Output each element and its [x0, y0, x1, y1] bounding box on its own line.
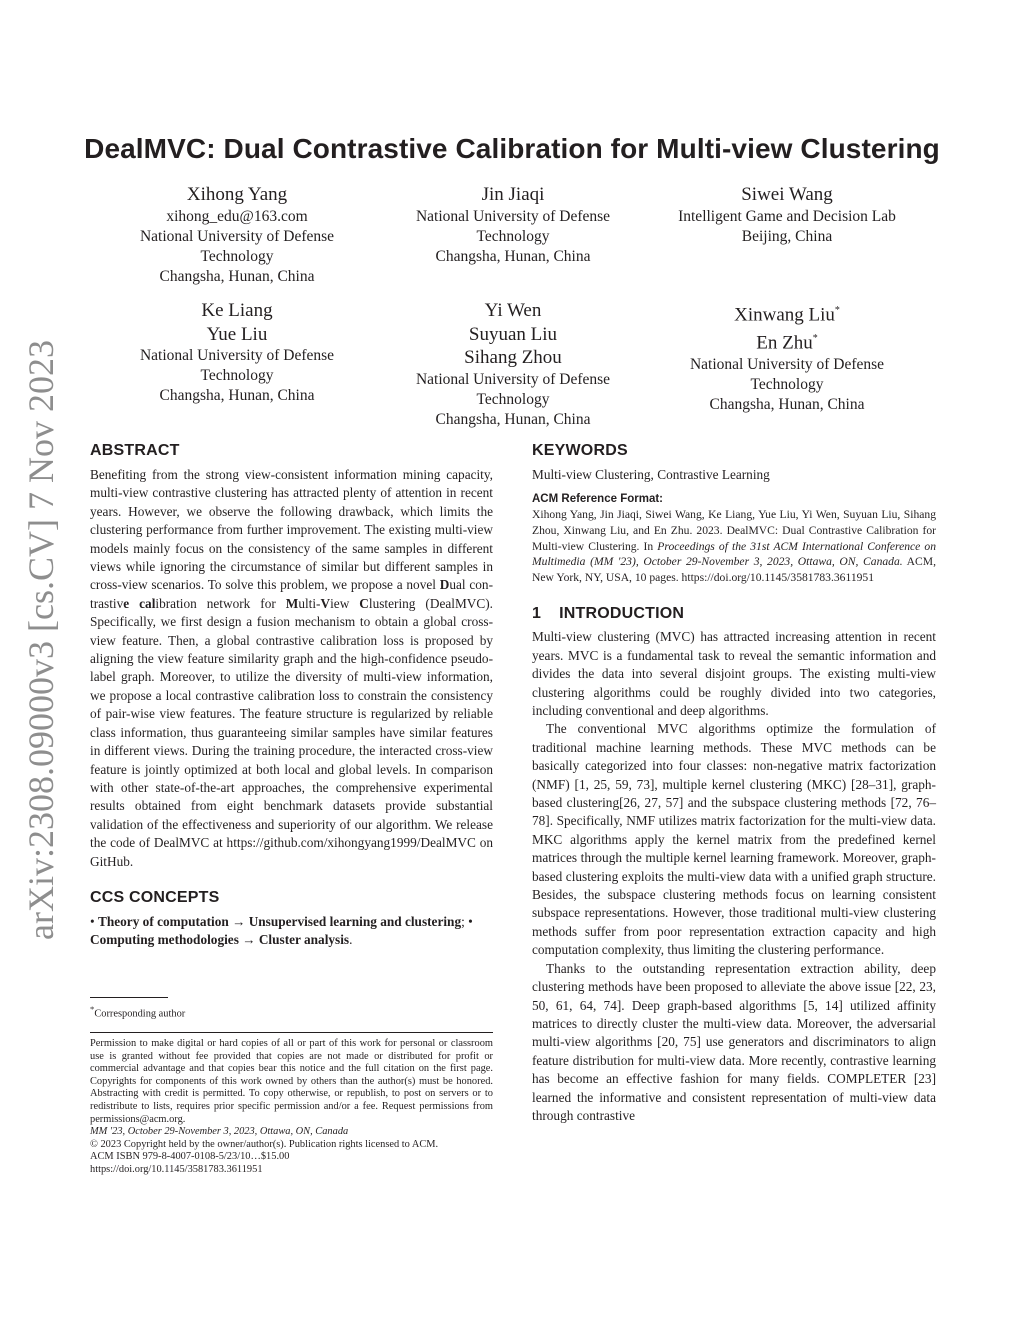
author-block [642, 183, 932, 247]
introduction-heading: 1 INTRODUCTION [532, 605, 685, 623]
right-column [532, 442, 936, 1125]
doi-line: https://doi.org/10.1145/3581783.3611951 [90, 1163, 263, 1175]
author-name: Suyuan Liu [468, 323, 558, 345]
author-affiliation: National University of Defense [415, 207, 611, 225]
author-name: Ke Liang [201, 300, 273, 321]
footnote-area [90, 997, 493, 1021]
author-affiliation: National University of Defense [415, 370, 611, 388]
abstract-text: Benefiting from the strong view-consistent information mining capacity, multi-view contrastive clustering has attracted plenty of attention in recent years. However, we observe the following drawback, which limits the clustering performance from further improvement. The existing multi-view models mainly focus on the consistency of the same samples in different views while ignoring the circumstance of similar but different samples in cross-view scenarios. To solve this problem, we propose a novel Dual con-trastive calibration network for Multi-View Clustering (DealMVC). Specifically, we first design a fusion mechanism to obtain a global cross-view feature. Then, a global contrastive calibration loss is proposed by aligning the view feature similarity graph and the high-confidence pseudo-label graph. Moreover, to utilize the diversity of multi-view information, we propose a local contrastive calibration loss to constrain the consistency of pair-wise view features. The feature structure is regularized by reliable class information, thus guaranteeing similar samples have similar features in different views. During the training procedure, the interacted cross-view feature is jointly optimized at both local and global levels. In comparison with other state-of-the-art approaches, the comprehensive experimental results obtained from eight benchmark datasets provide substantial validation of the effectiveness and superiority of our algorithm. We release the code of DealMVC at https://github.com/xihongyang1999/DealMVC on GitHub. [90, 467, 493, 869]
author-location: Changsha, Hunan, China [159, 267, 315, 285]
author-affiliation: Technology [476, 227, 550, 245]
acm-reference-heading: ACM Reference Format: [532, 493, 663, 506]
author-location: Changsha, Hunan, China [435, 410, 591, 428]
author-affiliation: National University of Defense [689, 355, 885, 373]
permission-rule [90, 1032, 493, 1033]
conference-line: MM '23, October 29-November 3, 2023, Ottawa, ON, Canada [90, 1126, 349, 1138]
left-column [90, 442, 493, 950]
ccs-heading: CCS CONCEPTS [90, 888, 220, 906]
intro-paragraph: Multi-view clustering (MVC) has attracted increasing attention in recent years. MVC is a fundamental task to reveal the semantic information and divides the data into several disjoint groups. The existing multi-view clustering algorithms could be roughly divided into two categories, including conventional and deep algorithms. [532, 629, 936, 718]
author-name: Jin Jiaqi [481, 184, 545, 205]
ccs-concepts: • Theory of computation → Unsupervised learning and clustering; • Computing methodologies → Cluster analysis. [90, 913, 473, 948]
author-location: Changsha, Hunan, China [709, 395, 865, 413]
footnote-rule [90, 997, 168, 998]
keywords-heading: KEYWORDS [532, 442, 628, 459]
author-name: Siwei Wang [741, 184, 833, 205]
author-name: En Zhu* [756, 332, 818, 354]
author-affiliation: Technology [750, 375, 824, 393]
abstract-heading: ABSTRACT [90, 442, 180, 459]
author-block [92, 183, 382, 287]
author-location: Changsha, Hunan, China [435, 247, 591, 265]
author-affiliation: Intelligent Game and Decision Lab [678, 207, 896, 225]
acm-reference-text: Xihong Yang, Jin Jiaqi, Siwei Wang, Ke Liang, Yue Liu, Yi Wen, Suyuan Liu, Sihang Zhou, Xinwang Liu, and En Zhu. 2023. DealMVC: Dual Contrastive Calibration for Multi-view Clustering. In Proceedings of the 31st ACM International Conference on Multimedia (MM '23), October 29-November 3, 2023, Ottawa, ON, Canada. ACM, New York, NY, USA, 10 pages. https://doi.org/10.1145/3581783.3611951 [532, 508, 936, 584]
arxiv-stamp: arXiv:2308.09000v3 [cs.CV] 7 Nov 2023 [21, 340, 61, 940]
author-block [368, 299, 658, 430]
permission-text: Permission to make digital or hard copies of all or part of this work for personal or classroom use is granted without fee provided that copies are not made or distributed for profit or commercial advantage and that copies bear this notice and the full citation on the first page. Copyrights for components of this work owned by others than the author(s) must be honored. Abstracting with credit is permitted. To copy otherwise, or republish, to post on servers or to redistribute to lists, requires prior specific permission and/or a fee. Request permissions from permissions@acm.org. [90, 1038, 493, 1125]
isbn-line: ACM ISBN 979-8-4007-0108-5/23/10…$15.00 [90, 1151, 290, 1163]
copyright-line: © 2023 Copyright held by the owner/author(s). Publication rights licensed to ACM. [90, 1138, 439, 1150]
author-name: Yue Liu [206, 323, 268, 345]
author-block [368, 183, 658, 267]
author-name: Xinwang Liu* [734, 304, 840, 326]
author-affiliation: Technology [200, 247, 274, 265]
author-affiliation: National University of Defense [139, 347, 335, 364]
author-name: Sihang Zhou [464, 347, 562, 368]
intro-paragraph: Thanks to the outstanding representation extraction ability, deep clustering methods have been proposed to alleviate the above issue [22, 23, 50, 61, 64, 74]. Deep graph-based algorithms [5, 14] utilized affinity matrices to directly cluster the multi-view data. Moreover, the adversarial multi-view algorithms [20, 75] use generators and discriminators to align feature distribution for multi-view data. More recently, contrastive learning has become an effective fashion for many fields. COMPLETER [23] learned the informative and consistent representation of multi-view data through contrastive [532, 960, 936, 1123]
author-name: Yi Wen [484, 300, 542, 321]
author-location: Beijing, China [741, 227, 833, 245]
author-email: xihong_edu@163.com [166, 207, 308, 225]
keywords-text: Multi-view Clustering, Contrastive Learning [532, 467, 770, 482]
author-name: Xihong Yang [186, 184, 288, 205]
footnote: *Corresponding author [90, 1004, 186, 1020]
intro-paragraph: The conventional MVC algorithms optimize the formulation of traditional machine learning methods. These MVC methods can be basically categorized into four classes: non-negative matrix factorization (NMF) [1, 25, 59, 73], multiple kernel clustering (MKC) [28–31], graph-based clustering[26, 27, 57] and the subspace clustering methods [72, 76–78]. Specifically, NMF utilizes matrix factorization for the multi-view data. MKC algorithms apply the kernel matrix from the predefined kernel matrices through the multiple kernel learning framework. Moreover, graph-based clustering exploits the multi-view data with a unified graph structure. Besides, the subspace clustering methods focus on learning consistent subspace representations. However, those traditional multi-view clustering methods suffer from poor representation extraction capacity and high computation complexity, thus limiting the clustering performance. [532, 721, 936, 958]
author-affiliation: Technology [200, 367, 274, 384]
author-location: Changsha, Hunan, China [159, 387, 315, 404]
permission-block [90, 1032, 493, 1177]
author-affiliation: Technology [476, 390, 550, 408]
paper-title: DealMVC: Dual Contrastive Calibration for Multi-view Clustering [84, 133, 940, 164]
author-affiliation: National University of Defense [139, 227, 335, 245]
author-block [92, 299, 382, 406]
author-block [642, 299, 932, 415]
